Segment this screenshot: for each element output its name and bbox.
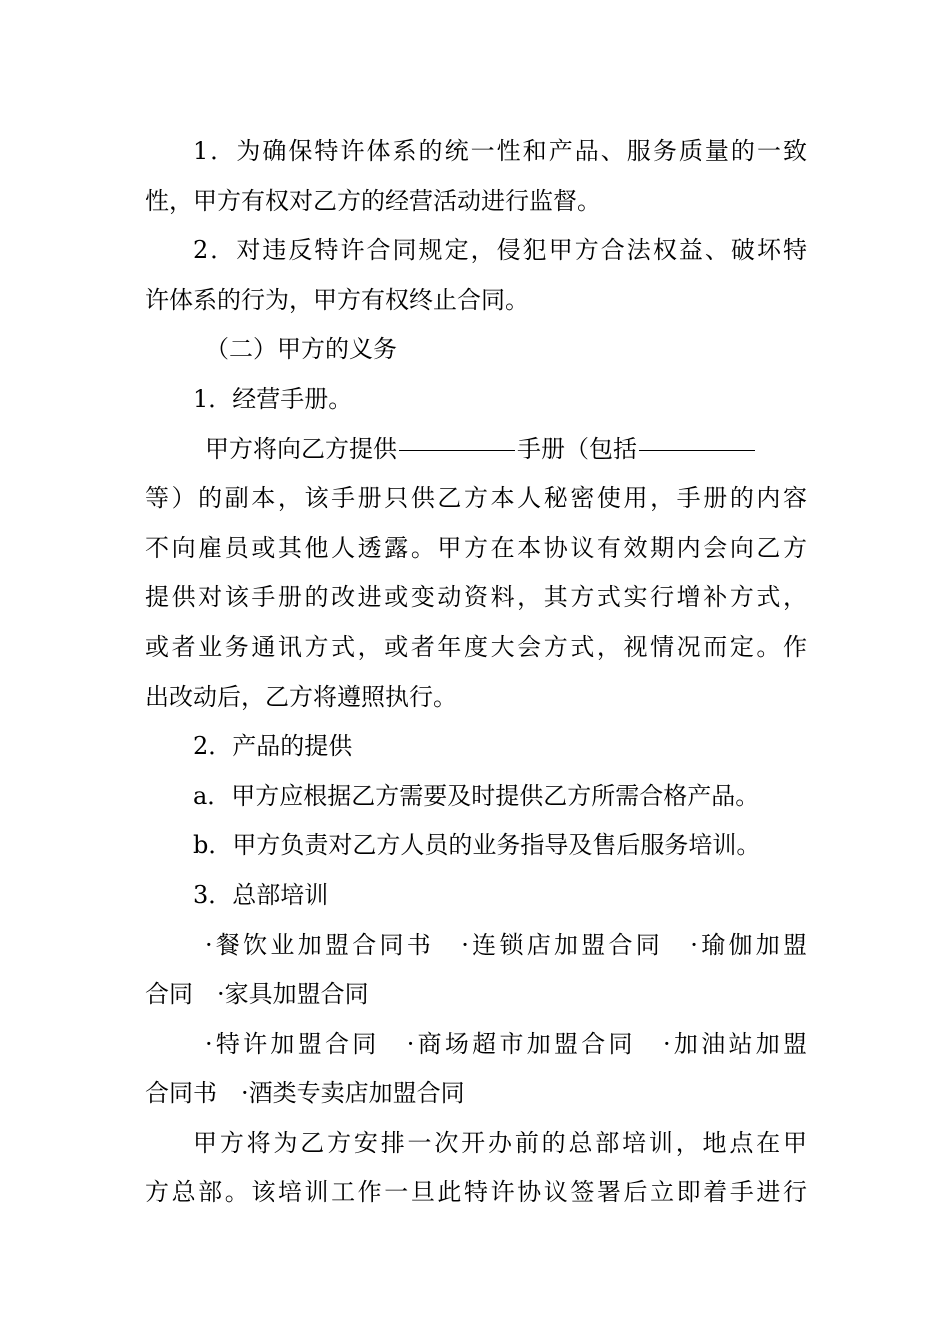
paragraph-line: 方总部。该培训工作一旦此特许协议签署后立即着手进行 — [145, 1178, 807, 1207]
paragraph-line: 出改动后，乙方将遵照执行。 — [145, 682, 457, 711]
paragraph-line: 或者业务通讯方式，或者年度大会方式，视情况而定。作 — [145, 632, 807, 661]
item-heading: 2．产品的提供 — [193, 732, 353, 761]
paragraph-line: a．甲方应根据乙方需要及时提供乙方所需合格产品。 — [193, 781, 760, 810]
fill-in-blank[interactable] — [639, 449, 755, 451]
paragraph-line: 性，甲方有权对乙方的经营活动进行监督。 — [145, 186, 601, 215]
text-fragment: 甲方将向乙方提供 — [205, 434, 397, 463]
paragraph-line: 提供对该手册的改进或变动资料，其方式实行增补方式， — [145, 583, 807, 612]
paragraph-line: 1．为确保特许体系的统一性和产品、服务质量的一致 — [193, 137, 807, 165]
paragraph-line: 甲方将为乙方安排一次开办前的总部培训，地点在甲 — [193, 1128, 807, 1157]
item-heading: 1．经营手册。 — [193, 384, 353, 413]
related-links-line[interactable]: 合同 ·家具加盟合同 — [145, 980, 369, 1009]
related-links-line[interactable]: ·餐饮业加盟合同书 ·连锁店加盟合同 ·瑜伽加盟 — [205, 930, 807, 959]
paragraph-line: 许体系的行为，甲方有权终止合同。 — [145, 285, 529, 314]
paragraph-line: 2．对违反特许合同规定，侵犯甲方合法权益、破坏特 — [193, 236, 807, 265]
paragraph-line: 不向雇员或其他人透露。甲方在本协议有效期内会向乙方 — [145, 533, 807, 562]
section-heading: （二）甲方的义务 — [205, 335, 397, 364]
related-links-line[interactable]: 合同书 ·酒类专卖店加盟合同 — [145, 1079, 465, 1108]
paragraph-line-with-blanks — [145, 425, 807, 475]
document-body — [145, 127, 807, 1218]
item-heading: 3．总部培训 — [193, 880, 329, 909]
fill-in-blank[interactable] — [399, 449, 515, 451]
paragraph-line: 等）的副本，该手册只供乙方本人秘密使用，手册的内容 — [145, 484, 807, 513]
text-fragment: 手册（包括 — [517, 434, 637, 463]
paragraph-line: b．甲方负责对乙方人员的业务指导及售后服务培训。 — [193, 831, 761, 860]
related-links-line[interactable]: ·特许加盟合同 ·商场超市加盟合同 ·加油站加盟 — [205, 1029, 807, 1058]
